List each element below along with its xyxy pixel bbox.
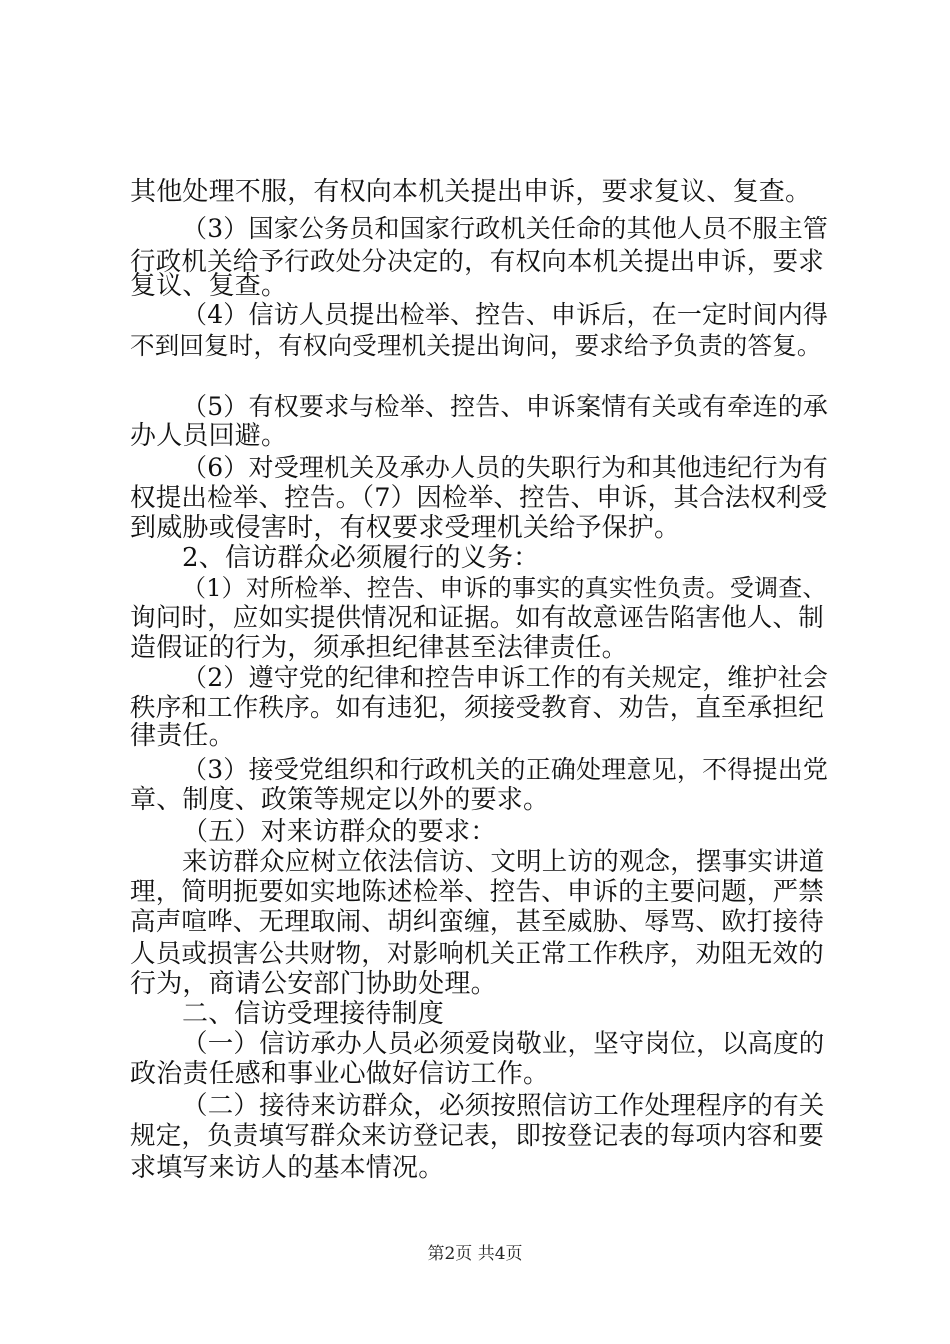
section-heading: 2、信访群众必须履行的义务： [182, 543, 540, 573]
text-line: 求填写来访人的基本情况。 [130, 1153, 445, 1183]
text-line: 不到回复时，有权向受理机关提出询问，要求给予负责的答复。 [130, 331, 822, 360]
text-line: （二）接待来访群众，必须按照信访工作处理程序的有关 [182, 1091, 825, 1121]
text-line: 行为，商请公安部门协助处理。 [130, 969, 497, 999]
text-line: 办人员回避。 [130, 421, 288, 451]
text-line: 章、制度、政策等规定以外的要求。 [130, 785, 550, 815]
text-line: 律责任。 [130, 721, 235, 751]
text-line: 询问时，应如实提供情况和证据。如有故意诬告陷害他人、制 [130, 603, 824, 633]
text-line: （3）国家公务员和国家行政机关任命的其他人员不服主管 [182, 214, 829, 243]
text-line: 行政机关给予行政处分决定的，有权向本机关提出申诉，要求 [130, 247, 824, 277]
text-line: 复议、复查。 [130, 271, 288, 301]
section-heading: 二、信访受理接待制度 [182, 999, 445, 1029]
page-number: 第2页 共4页 [427, 1244, 523, 1264]
text-line: 政治责任感和事业心做好信访工作。 [130, 1059, 550, 1089]
section-heading: （五）对来访群众的要求： [182, 817, 497, 847]
text-line: 人员或损害公共财物，对影响机关正常工作秩序，劝阻无效的 [130, 939, 824, 969]
text-line: 其他处理不服，有权向本机关提出申诉，要求复议、复查。 [130, 177, 812, 207]
text-line: （4）信访人员提出检举、控告、申诉后，在一定时间内得 [182, 300, 829, 329]
text-line: 到威胁或侵害时，有权要求受理机关给予保护。 [130, 513, 681, 543]
text-line: （1）对所检举、控告、申诉的事实的真实性负责。受调查、 [182, 574, 827, 602]
text-line: 秩序和工作秩序。如有违犯，须接受教育、劝告，直至承担纪 [130, 693, 824, 723]
text-line: 权提出检举、控告。（7）因检举、控告、申诉，其合法权利受 [130, 483, 828, 513]
text-line: 规定，负责填写群众来访登记表，即按登记表的每项内容和要 [130, 1121, 824, 1151]
text-line: 理，简明扼要如实地陈述检举、控告、申诉的主要问题，严禁 [130, 877, 824, 907]
text-line: （5）有权要求与检举、控告、申诉案情有关或有牵连的承 [182, 392, 829, 421]
text-line: （6）对受理机关及承办人员的失职行为和其他违纪行为有 [182, 453, 829, 482]
text-line: （2）遵守党的纪律和控告申诉工作的有关规定，维护社会 [182, 663, 829, 692]
text-line: 造假证的行为，须承担纪律甚至法律责任。 [130, 633, 628, 663]
text-line: （一）信访承办人员必须爱岗敬业，坚守岗位，以高度的 [182, 1029, 825, 1059]
text-line: （3）接受党组织和行政机关的正确处理意见，不得提出党 [182, 755, 829, 784]
text-line: 高声喧哗、无理取闹、胡纠蛮缠，甚至威胁、辱骂、欧打接待 [130, 907, 824, 937]
text-line: 来访群众应树立依法信访、文明上访的观念，摆事实讲道 [182, 847, 825, 877]
